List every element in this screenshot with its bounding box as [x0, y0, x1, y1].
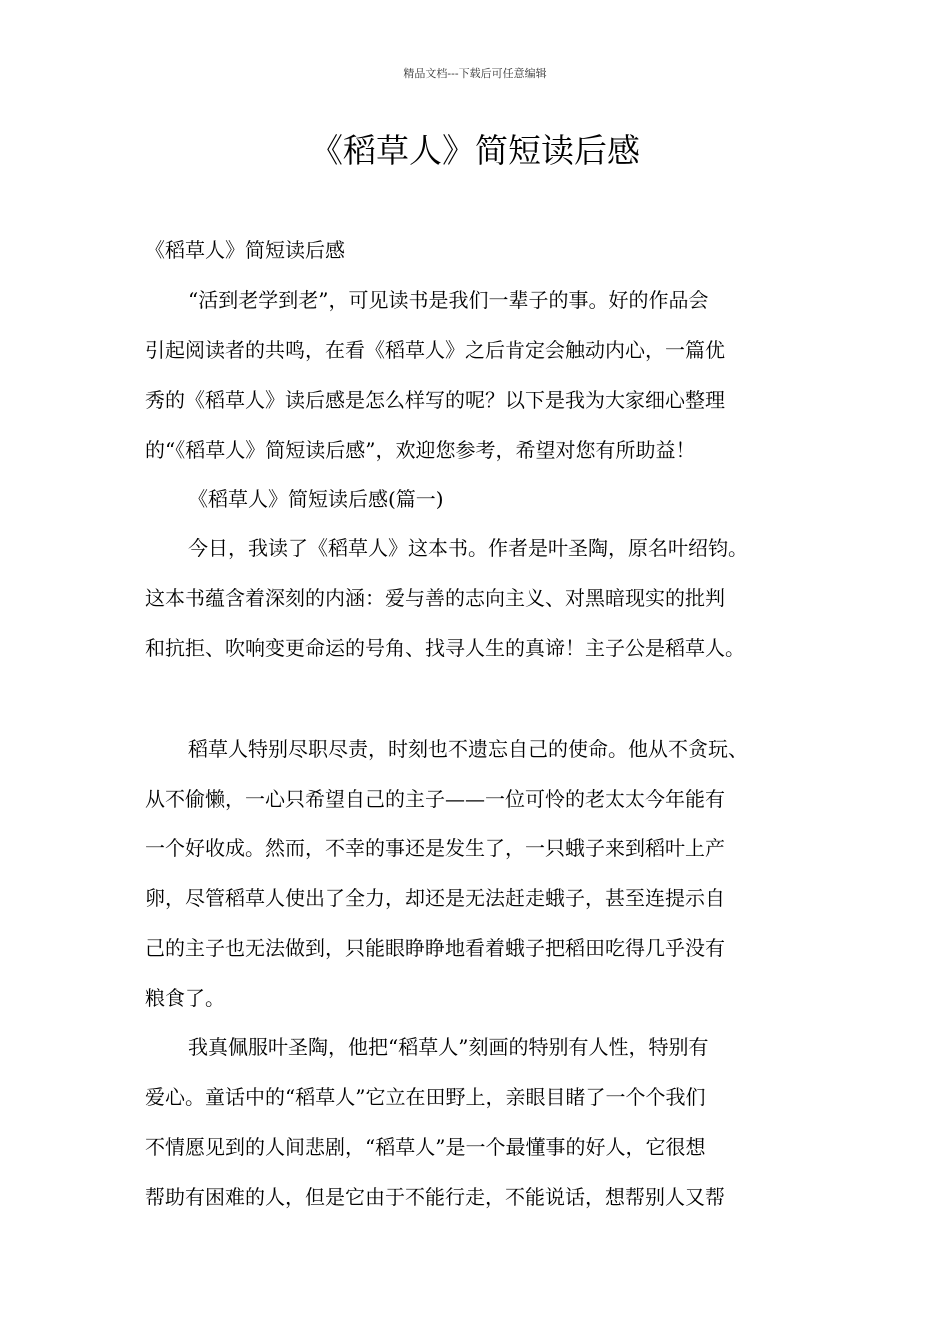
paragraph-line: 和抗拒、吹响变更命运的号角、找寻人生的真谛！主子公是稻草人。	[145, 636, 745, 660]
paragraph-line: 秀的《稻草人》读后感是怎么样写的呢？以下是我为大家细心整理	[145, 388, 725, 412]
paragraph-line: 我真佩服叶圣陶，他把“稻草人”刻画的特别有人性，特别有	[188, 1035, 709, 1059]
paragraph-line: 粮食了。	[145, 986, 225, 1010]
header-note: 精品文档---下载后可任意编辑	[403, 67, 547, 80]
paragraph-line: 爱心。童话中的“稻草人”它立在田野上，亲眼目睹了一个个我们	[145, 1085, 706, 1109]
paragraph-line: 帮助有困难的人，但是它由于不能行走，不能说话，想帮别人又帮	[145, 1185, 725, 1209]
paragraph-line: 不情愿见到的人间悲剧，“稻草人”是一个最懂事的好人，它很想	[145, 1135, 706, 1159]
document-title: 《稻草人》简短读后感	[310, 131, 640, 170]
paragraph-line: 从不偷懒，一心只希望自己的主子——一位可怜的老太太今年能有	[145, 787, 725, 811]
paragraph-line: 引起阅读者的共鸣，在看《稻草人》之后肯定会触动内心，一篇优	[145, 338, 725, 362]
paragraph-line: “活到老学到老”，可见读书是我们一辈子的事。好的作品会	[188, 288, 709, 312]
subtitle-line: 《稻草人》简短读后感	[145, 238, 345, 262]
paragraph-line: 卵，尽管稻草人使出了全力，却还是无法赶走蛾子，甚至连提示自	[145, 886, 725, 910]
paragraph-line: 己的主子也无法做到，只能眼睁睁地看着蛾子把稻田吃得几乎没有	[145, 936, 725, 960]
paragraph-line: 今日，我读了《稻草人》这本书。作者是叶圣陶，原名叶绍钧。	[188, 536, 748, 560]
paragraph-line: 稻草人特别尽职尽责，时刻也不遗忘自己的使命。他从不贪玩、	[188, 737, 748, 761]
paragraph-line: 的“《稻草人》简短读后感”，欢迎您参考，希望对您有所助益！	[145, 438, 696, 462]
paragraph-line: 这本书蕴含着深刻的内涵：爱与善的志向主义、对黑暗现实的批判	[145, 586, 725, 610]
paragraph-line: 一个好收成。然而，不幸的事还是发生了，一只蛾子来到稻叶上产	[145, 836, 725, 860]
section-heading: 《稻草人》简短读后感(篇一)	[188, 487, 444, 511]
